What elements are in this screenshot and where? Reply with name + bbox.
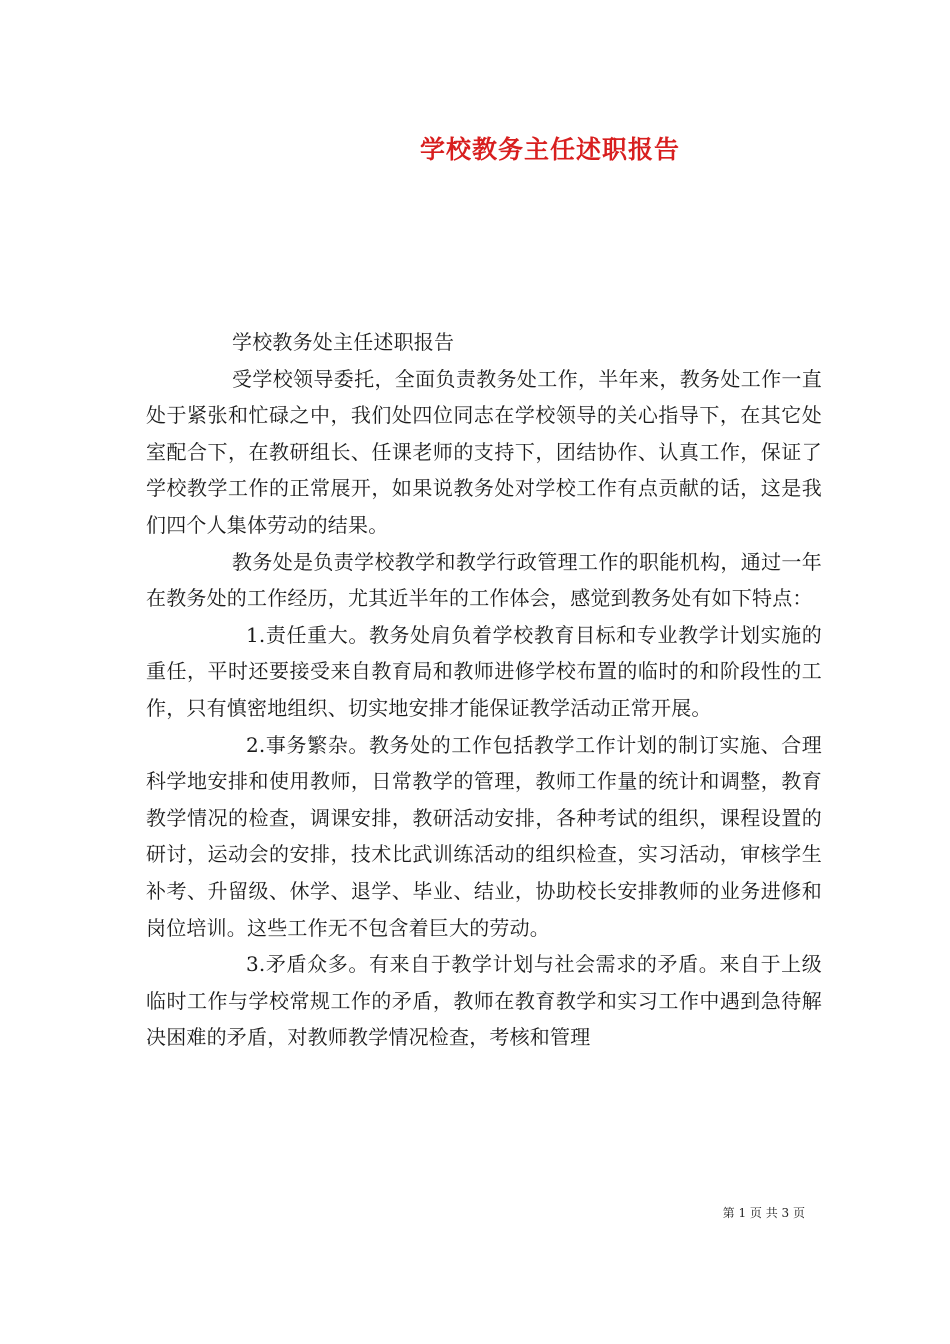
page-number: 第 1 页 共 3 页 bbox=[722, 1206, 805, 1220]
page-title: 学校教务主任述职报告 bbox=[419, 135, 680, 164]
paragraph-item-1: 1.责任重大。教务处肩负着学校教育目标和专业教学计划实施的重任，平时还要接受来自教育局和教师进修学校布置的临时的和阶段性的工作，只有慎密地组织、切实地安排才能保证教学活动正常开展。 bbox=[146, 622, 822, 720]
document-body bbox=[146, 324, 822, 1056]
paragraph-item-3: 3.矛盾众多。有来自于教学计划与社会需求的矛盾。来自于上级临时工作与学校常规工作的矛盾，教师在教育教学和实习工作中遇到急待解决困难的矛盾，对教师教学情况检查，考核和管理 bbox=[146, 952, 822, 1050]
document-subtitle: 学校教务处主任述职报告 bbox=[232, 330, 455, 354]
paragraph-item-2: 2.事务繁杂。教务处的工作包括教学工作计划的制订实施、合理科学地安排和使用教师，日常教学的管理，教师工作量的统计和调整，教育教学情况的检查，调课安排，教研活动安排，各种考试的组织，课程设置的研讨，运动会的安排，技术比武训练活动的组织检查，实习活动，审核学生补考、升留级、休学、退学、毕业、结业，协助校长安排教师的业务进修和岗位培训。这些工作无不包含着巨大的劳动。 bbox=[146, 732, 822, 940]
paragraph: 教务处是负责学校教学和教学行政管理工作的职能机构，通过一年在教务处的工作经历，尤其近半年的工作体会，感觉到教务处有如下特点： bbox=[146, 549, 822, 611]
paragraph: 受学校领导委托，全面负责教务处工作，半年来，教务处工作一直处于紧张和忙碌之中，我们处四位同志在学校领导的关心指导下，在其它处室配合下，在教研组长、任课老师的支持下，团结协作、认真工作，保证了学校教学工作的正常展开，如果说教务处对学校工作有点贡献的话，这是我们四个人集体劳动的结果。 bbox=[146, 366, 822, 537]
